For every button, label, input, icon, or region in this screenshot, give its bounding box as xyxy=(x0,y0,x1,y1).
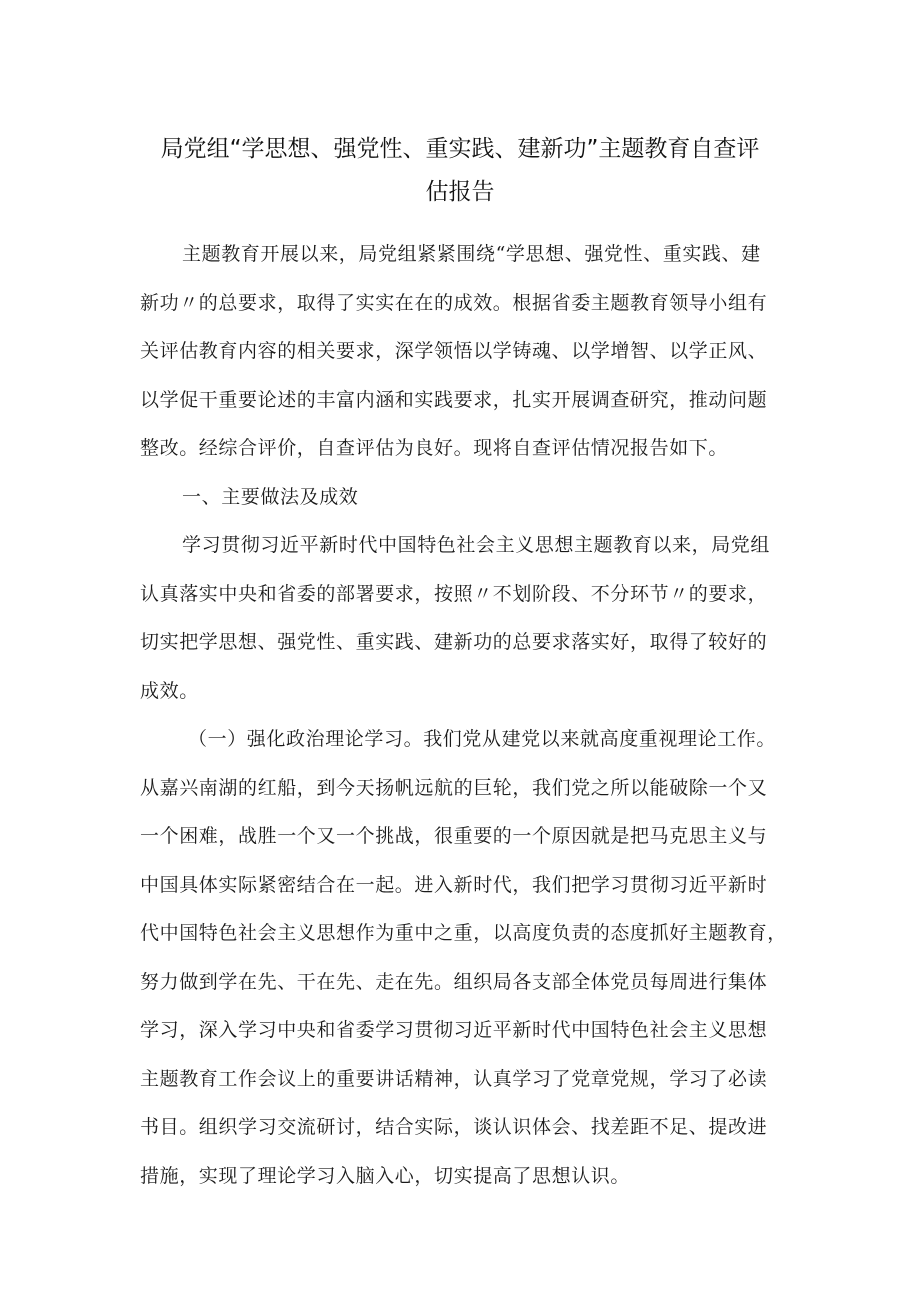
paragraph-line: 措施，实现了理论学习入脑入心，切实提高了思想认识。 xyxy=(140,1164,631,1187)
paragraph-line: 努力做到学在先、干在先、走在先。组织局各支部全体党员每周进行集体 xyxy=(140,970,768,993)
paragraph-line: 关评估教育内容的相关要求，深学领悟以学铸魂、以学增智、以学正风、 xyxy=(140,340,768,362)
title-line-2: 估报告 xyxy=(425,179,495,205)
theory-study-paragraph xyxy=(140,715,820,1200)
intro-paragraph xyxy=(140,230,800,473)
paragraph-line: 主题教育开展以来，局党组紧紧围绕“学思想、强党性、重实践、建 xyxy=(182,243,761,265)
paragraph-line: 学习，深入学习中央和省委学习贯彻习近平新时代中国特色社会主义思想 xyxy=(140,1019,768,1041)
paragraph-line: 中国具体实际紧密结合在一起。进入新时代，我们把学习贯彻习近平新时 xyxy=(140,873,768,896)
paragraph-line: 成效。 xyxy=(140,679,199,702)
paragraph-line: 代中国特色社会主义思想作为重中之重，以高度负责的态度抓好主题教育， xyxy=(140,922,787,944)
paragraph-line: 以学促干重要论述的丰富内涵和实践要求，扎实开展调查研究，推动问题 xyxy=(140,388,768,411)
paragraph-line: 一个困难，战胜一个又一个挑战，很重要的一个原因就是把马克思主义与 xyxy=(140,825,768,847)
paragraph-line: 从嘉兴南湖的红船，到今天扬帆远航的巨轮，我们党之所以能破除一个又 xyxy=(140,776,768,799)
paragraph-line: （一）强化政治理论学习。我们党从建党以来就高度重视理论工作。 xyxy=(188,728,777,750)
document-title xyxy=(140,128,780,214)
paragraph-line: 认真落实中央和省委的部署要求，按照〃不划阶段、不分环节〃的要求， xyxy=(140,582,768,605)
paragraph-line: 整改。经综合评价，自查评估为良好。现将自查评估情况报告如下。 xyxy=(140,437,729,459)
paragraph-line: 切实把学思想、强党性、重实践、建新功的总要求落实好，取得了较好的 xyxy=(140,631,768,653)
summary-paragraph xyxy=(140,521,800,715)
title-line-1: 局党组“学思想、强党性、重实践、建新功”主题教育自查评 xyxy=(160,136,760,162)
paragraph-line: 主题教育工作会议上的重要讲话精神，认真学习了党章党规，学习了必读 xyxy=(140,1067,768,1090)
paragraph-line: 新功〃的总要求，取得了实实在在的成效。根据省委主题教育领导小组有 xyxy=(140,291,768,314)
section-heading xyxy=(140,473,800,522)
paragraph-line: 学习贯彻习近平新时代中国特色社会主义思想主题教育以来，局党组 xyxy=(182,534,771,556)
section-heading-text: 一、主要做法及成效 xyxy=(182,486,359,508)
paragraph-line: 书目。组织学习交流研讨，结合实际，谈认识体会、找差距不足、提改进 xyxy=(140,1116,768,1138)
